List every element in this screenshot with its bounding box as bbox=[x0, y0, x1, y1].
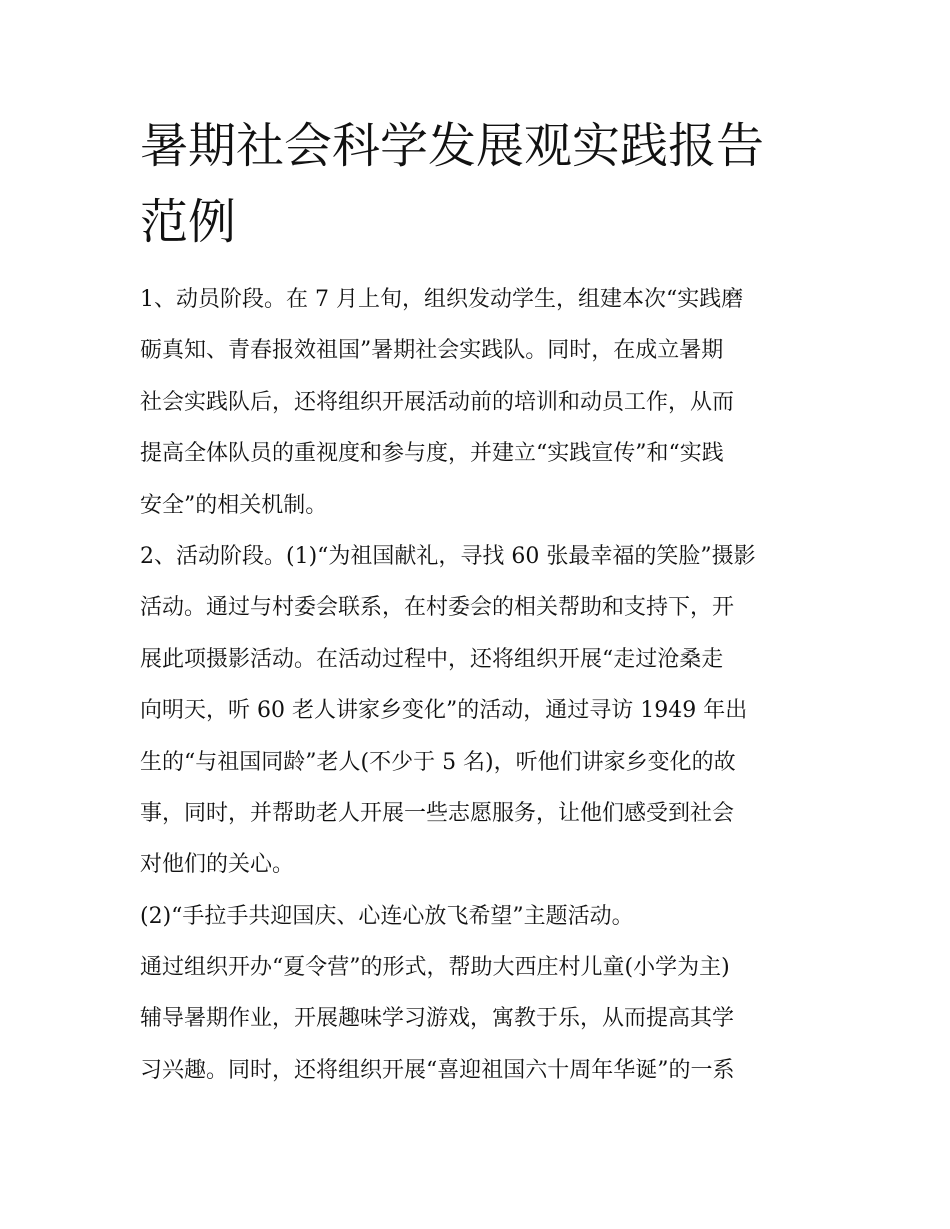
body-line: 砺真知、青春报效祖国”暑期社会实践队。同时，在成立暑期 bbox=[140, 338, 724, 364]
body-line: 事，同时，并帮助老人开展一些志愿服务，让他们感受到社会 bbox=[140, 800, 735, 826]
body-line: 活动。通过与村委会联系，在村委会的相关帮助和支持下，开 bbox=[140, 595, 735, 621]
body-line: 对他们的关心。 bbox=[140, 852, 295, 878]
document-title bbox=[140, 108, 820, 260]
body-line: 1、动员阶段。在 7 月上旬，组织发动学生，组建本次“实践磨 bbox=[140, 287, 744, 312]
body-line: 习兴趣。同时，还将组织开展“喜迎祖国六十周年华诞”的一系 bbox=[140, 1057, 735, 1083]
body-line: 2、活动阶段。(1)“为祖国献礼，寻找 60 张最幸福的笑脸”摄影 bbox=[140, 543, 756, 569]
body-line: 生的“与祖国同龄”老人(不少于 5 名)，听他们讲家乡变化的故 bbox=[140, 749, 736, 775]
body-line: 通过组织开办“夏令营”的形式，帮助大西庄村儿童(小学为主) bbox=[140, 955, 730, 981]
body-line: 向明天，听 60 老人讲家乡变化”的活动，通过寻访 1949 年出 bbox=[140, 698, 748, 724]
body-line: 社会实践队后，还将组织开展活动前的培训和动员工作，从而 bbox=[140, 389, 735, 415]
body-line: 展此项摄影活动。在活动过程中，还将组织开展“走过沧桑走 bbox=[140, 646, 724, 672]
title-line: 范例 bbox=[140, 194, 237, 250]
title-line: 暑期社会科学发展观实践报告 bbox=[140, 118, 765, 174]
body-line: (2)“手拉手共迎国庆、心连心放飞希望”主题活动。 bbox=[140, 903, 634, 929]
body-line: 安全”的相关机制。 bbox=[140, 492, 328, 518]
body-line: 辅导暑期作业，开展趣味学习游戏，寓教于乐，从而提高其学 bbox=[140, 1006, 735, 1032]
document-body bbox=[140, 274, 820, 1096]
body-line: 提高全体队员的重视度和参与度，并建立“实践宣传”和“实践 bbox=[140, 441, 724, 467]
